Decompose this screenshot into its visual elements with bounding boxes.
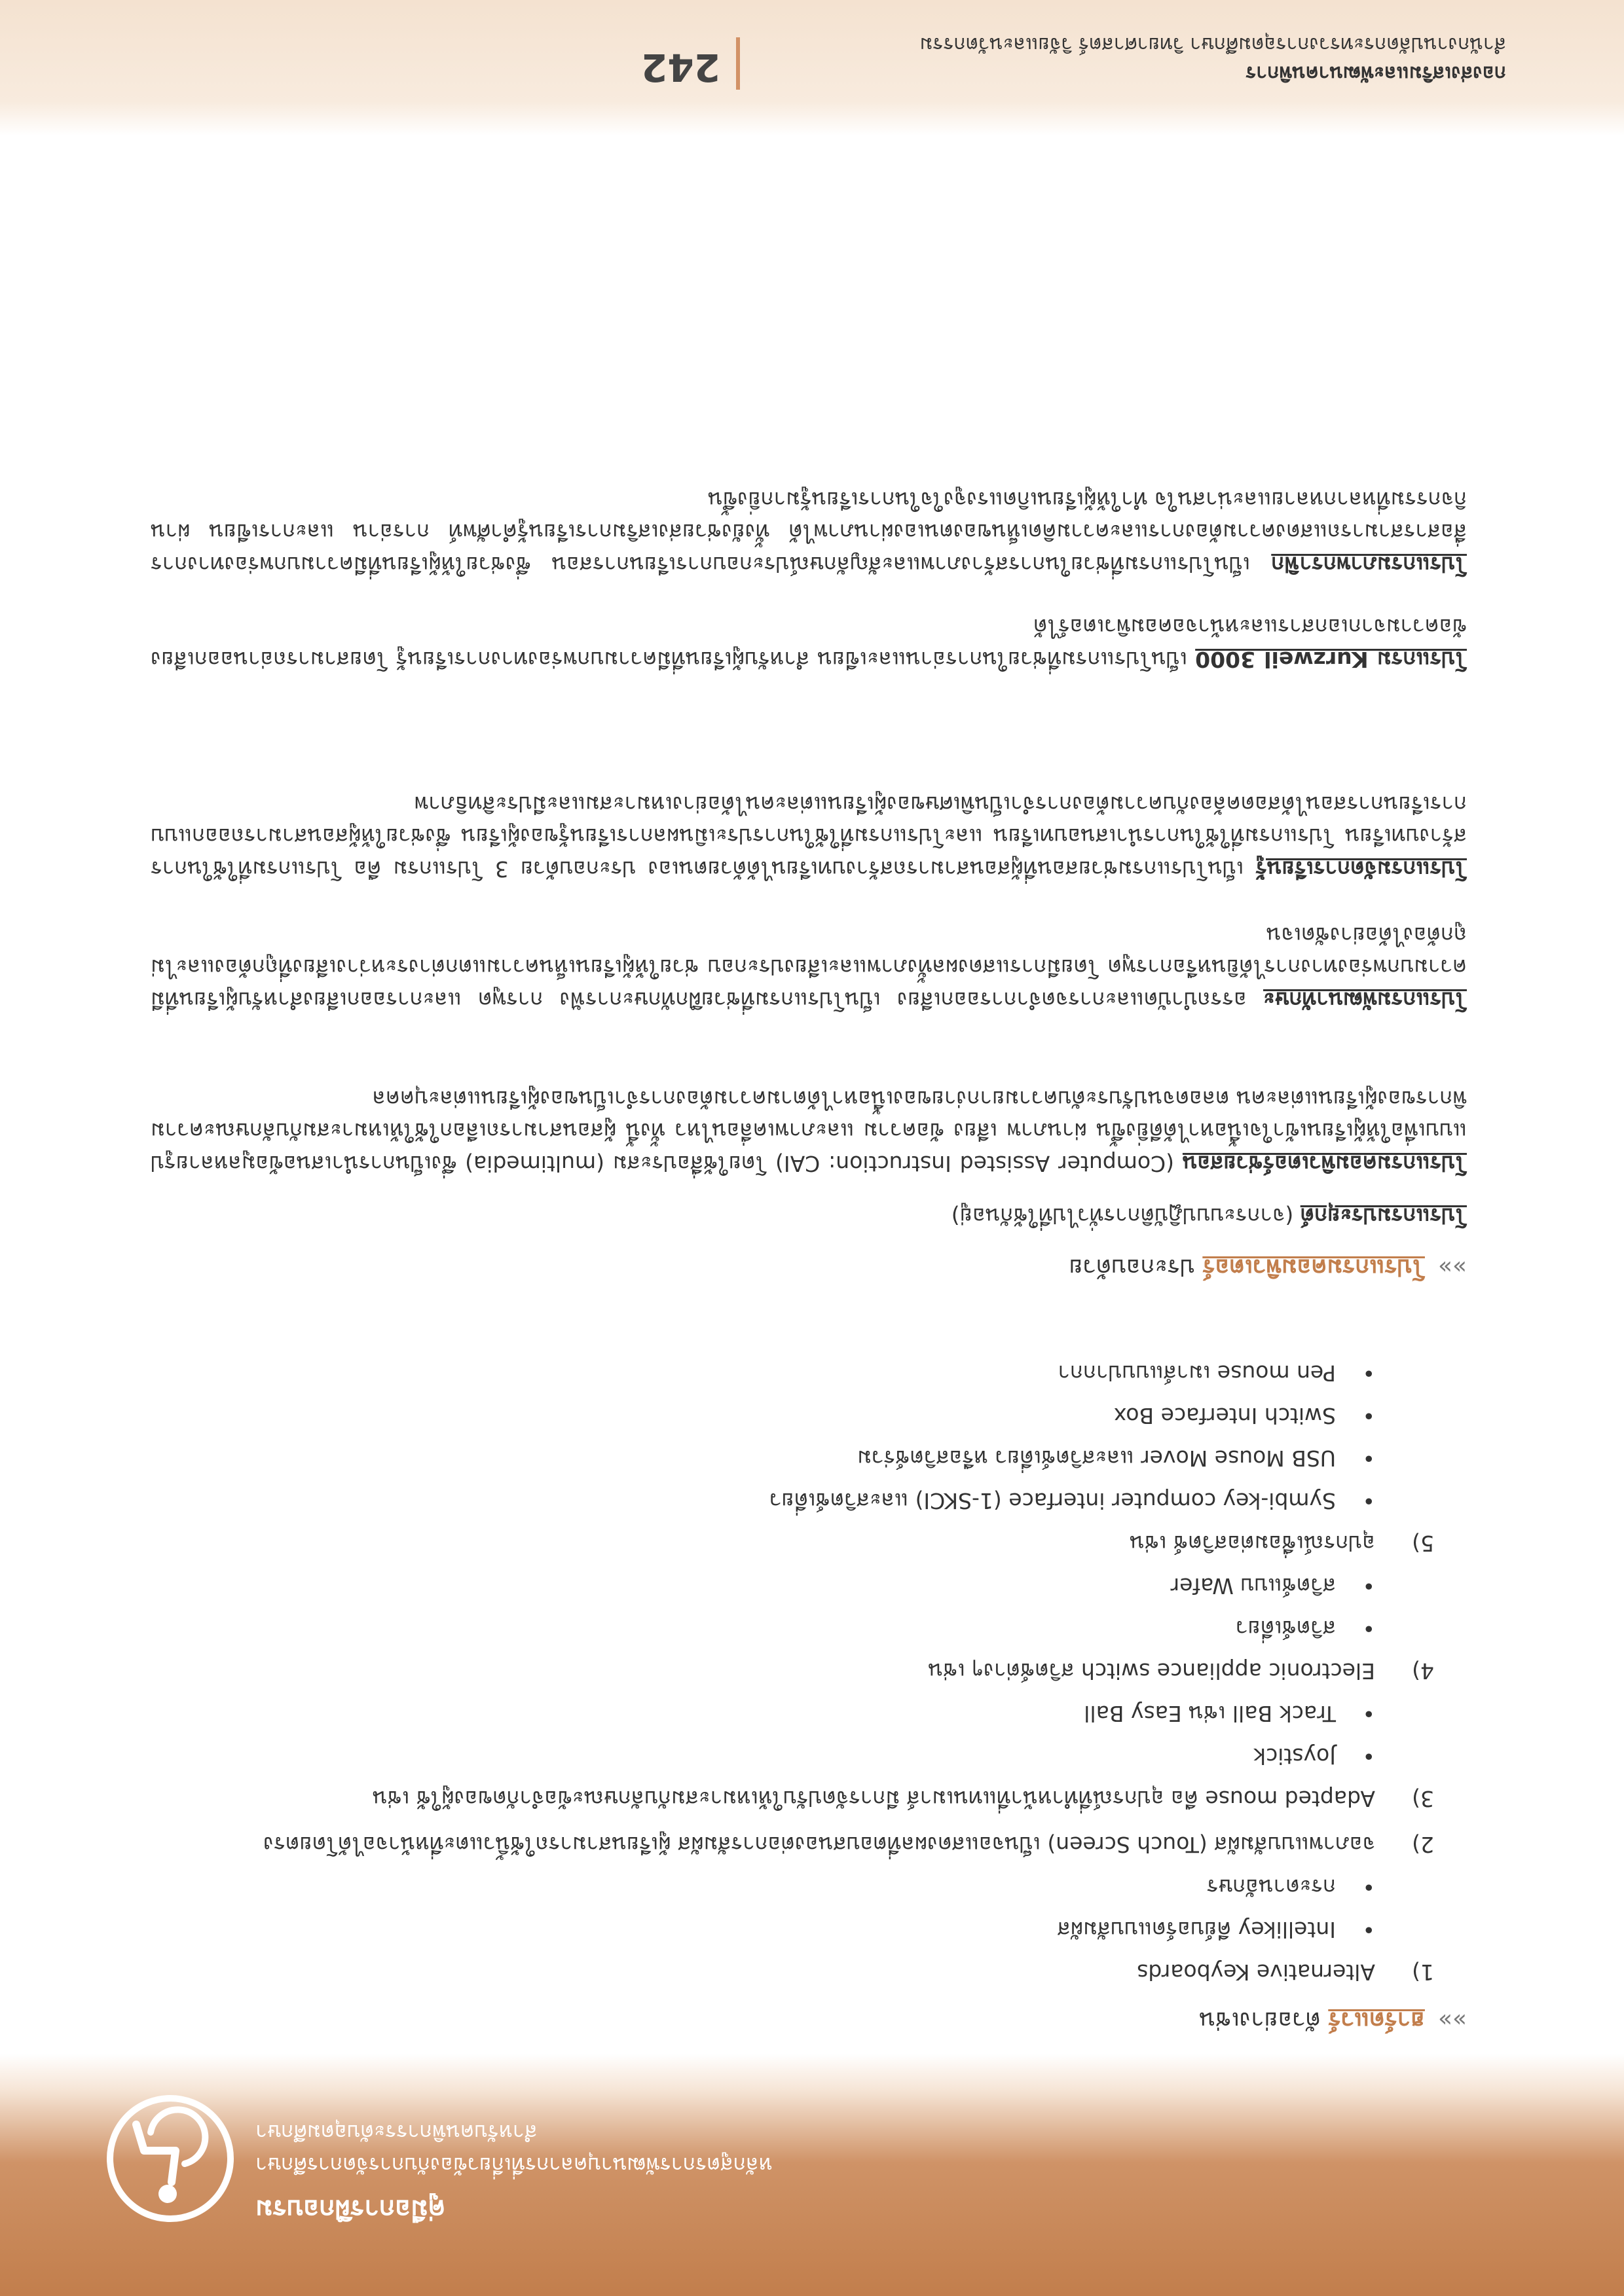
page-content [0,136,1624,2296]
program-description: (จากระบบปฏิบัติการทั่วไปที่ใช้กันอยู่) [951,1203,1301,1229]
program-description: อรรถบำบัดและการจดจำการออกเสียง เป็นโปรแกรมที่ช่วยฝึกทักษะการฟัง การพูด และการออกเสียงสำหรับผู้เรียนที่มีความบกพร่องทางการได้ยินหรือการพูด โดยมีการแสดงผลทั้งภาพและเสียงประกอบ ช่วยให้ผู้เรียนเห็นความแตกต่างระหว่างเสียงที่ถูกต้องและไม่ถูกต้องได้อย่างชัดเจน [151,922,1467,1013]
bullet-text: Switch Interface Box [1113,1403,1336,1429]
item-text: Electronic appliance switch สวิตช์ต่างๆ เช่น [928,1658,1375,1684]
bullet-text: สวิตช์เดี่ยว [1235,1616,1336,1641]
program-title: โปรแกรมประยุกต์ [1300,1203,1467,1229]
section-heading-hardware [157,2002,1467,2037]
section-highlight: ฮาร์ดแวร์ [1328,2007,1425,2033]
footer-organization: กองส่งเสริมและพัฒนาคนพิการ [1246,62,1506,84]
program-title: โปรแกรมจัดการเรียนรู้ [1255,856,1467,882]
program-title: โปรแกรมภาพกราฟิก [1271,552,1467,577]
software-paragraph-6 [151,484,1467,581]
bullet-text: Intellikey คีย์บอร์ดแบบสัมผัส [1057,1917,1336,1942]
section-arrow: »» [1437,2007,1467,2033]
bullet-text: Symbi-key computer interface (1-SKCI) และสวิตช์เดี่ยว [769,1488,1336,1514]
footer-divider [736,37,740,90]
list-item: •Switch Interface Box [1113,1403,1375,1429]
list-item: •กระดานอักษร [1206,1874,1375,1900]
list-item: •Track Ball เช่น Easy Ball [1084,1701,1375,1726]
item-number: 5) [1412,1531,1434,1556]
hardware-item-1 [157,1956,1434,1989]
software-paragraph-3 [151,919,1467,1017]
list-item: •Symbi-key computer interface (1-SKCI) และสวิตช์เดี่ยว [769,1488,1375,1514]
list-item: •Intellikey คีย์บอร์ดแบบสัมผัส [1057,1917,1375,1942]
item-text: จอภาพแบบสัมผัส (Touch Screen) เป็นจอแสดงผลที่ตอบสนองต่อการสัมผัส ผู้เรียนสามารถใช้นิ้วแตะที่หน้าจอได้โดยตรง [263,1832,1375,1857]
program-title: โปรแกรมคอมพิวเตอร์ช่วยสอน [1182,1151,1467,1176]
item-text: Alternative Keyboards [1137,1959,1375,1985]
program-title: โปรแกรมพัฒนาทักษะ [1263,987,1467,1013]
item-number: 3) [1412,1786,1434,1812]
item-number: 1) [1412,1959,1434,1985]
list-item: •Joystick [1253,1743,1375,1769]
item-text: อุปกรณ์เชื่อมต่อสวิตช์ เช่น [1130,1531,1375,1556]
footer-band [0,0,1624,136]
section-arrow: »» [1437,1254,1467,1281]
list-item: •USB Mouse Mover และสวิตช์เดี่ยว หรือสวิตช์ร่วม [857,1446,1375,1471]
hardware-item-5 [157,1527,1434,1560]
hardware-item-2 [157,1829,1434,1861]
item-number: 4) [1412,1658,1434,1684]
program-title: โปรแกรม Kurzweil 3000 [1195,647,1467,672]
software-paragraph-2 [151,1083,1467,1180]
program-description: เป็นโปรแกรมที่ช่วยในการอ่านและเขียน สำหรับผู้เรียนที่มีความบกพร่องทางการเรียนรู้ โดยสามารถอ่านออกเสียงข้อความจากเอกสารและหน้าจอคอมพิวเตอร์ได้ [150,614,1467,672]
manual-subtitle-2: สำหรับคนพิการระดับอุดมศึกษา [255,2120,538,2145]
section-heading-software [157,1249,1467,1285]
software-paragraph-1 [151,1200,1467,1233]
bullet-text: สวิตช์แบบ Wafer [1170,1573,1336,1599]
page-number: 242 [640,45,720,90]
item-number: 2) [1412,1832,1434,1857]
list-item: •สวิตช์แบบ Wafer [1170,1573,1375,1599]
manual-title: คู่มือการฝึกอบรม [255,2194,446,2224]
hardware-item-4 [157,1655,1434,1688]
bullet-text: Track Ball เช่น Easy Ball [1084,1701,1336,1726]
section-heading-rest: ตัวอย่างเช่น [1199,2007,1321,2033]
program-description: (Computer Assisted Instruction: CAI) โดยใช้สื่อประสม (multimedia) ซึ่งเป็นการนำเสนอข้อมูลหลายรูปแบบเพื่อให้ผู้เรียนเข้าใจเนื้อหาได้ดียิ่งขึ้น ผ่านภาพ เสียง ข้อความ และภาพเคลื่อนไหว ทั้งนี้ ผู้สอนสามารถเลือกใช้ให้เหมาะสมกับลักษณะความพิการของผู้เรียนแต่ละคน ตลอดจนปรับระดับความยากง่ายของเนื้อหาได้ตามความต้องการจำเป็นของผู้เรียนแต่ละบุคคล [151,1086,1467,1176]
bullet-text: USB Mouse Mover และสวิตช์เดี่ยว หรือสวิตช์ร่วม [857,1446,1336,1471]
section-heading-rest: ประกอบด้วย [1069,1254,1195,1281]
section-highlight: โปรแกรมคอมพิวเตอร์ [1202,1254,1425,1281]
software-paragraph-4 [151,788,1467,886]
manual-subtitle: หลักสูตรการพัฒนาบุคลากรที่เกี่ยวข้องกับการจัดการศึกษา [255,2153,773,2178]
list-item: •Pen mouse เมาส์แบบปากกา [1058,1360,1375,1386]
bullet-text: กระดานอักษร [1206,1874,1336,1900]
program-description: เป็นโปรแกรมช่วยสอนที่ผู้สอนสามารถสร้างบทเรียนได้ด้วยตนเอง ประกอบด้วย 3 โปรแกรม คือ โปรแกรมที่ใช้ในการสร้างบทเรียน โปรแกรมที่ใช้ในการนำเสนอบทเรียน และโปรแกรมที่ใช้ในการประเมินผลการเรียนรู้ของผู้เรียน ซึ่งช่วยให้ผู้สอนสามารถออกแบบการเรียนการสอนได้สอดคล้องกับความต้องการจำเป็นพิเศษของผู้เรียนแต่ละคนได้อย่างเหมาะสมและมีประสิทธิภาพ [151,792,1467,882]
software-paragraph-5 [151,611,1467,676]
bullet-text: Joystick [1253,1743,1336,1769]
footer-office: สำนักงานปลัดกระทรวงการอุดมศึกษา วิทยาศาสตร์ วิจัยและนวัตกรรม [919,33,1506,56]
hardware-item-3 [157,1783,1434,1815]
item-text: Adapted mouse คือ อุปกรณ์ที่ทำหน้าที่แทนเมาส์ มีการจัดปรับให้เหมาะสมกับลักษณะข้อจำกัดของผู้ใช้ เช่น [372,1786,1375,1812]
bullet-text: Pen mouse เมาส์แบบปากกา [1058,1360,1336,1386]
list-item: •สวิตช์เดี่ยว [1235,1616,1375,1641]
program-description: เป็นโปรแกรมที่ช่วยในการสร้างภาพและสัญลักษณ์ประกอบการเรียนการสอน ซึ่งช่วยให้ผู้เรียนที่มีความบกพร่องทางการสื่อสารสามารถแสดงความต้องการและความคิดเห็นของตนเองผ่านภาพได้ ทั้งยังช่วยส่งเสริมการเรียนรู้คำศัพท์ การอ่าน และการเขียน ผ่านกิจกรรมที่หลากหลายและน่าสนใจ ทำให้ผู้เรียนเกิดแรงจูงใจในการเรียนรู้มากยิ่งขึ้น [151,487,1467,577]
